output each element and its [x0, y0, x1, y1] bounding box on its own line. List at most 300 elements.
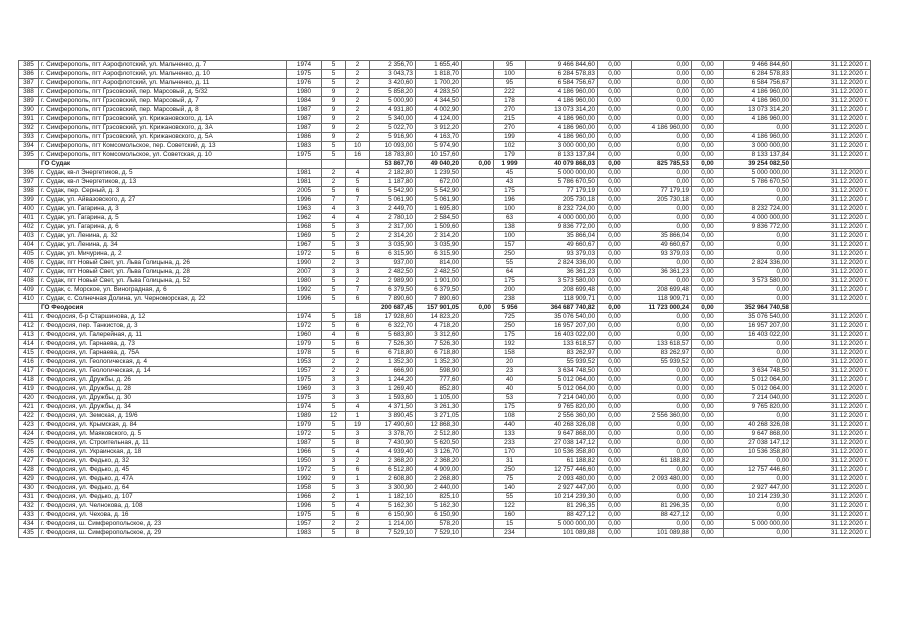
cell-v1 [462, 178, 494, 187]
cell-s4: 3 573 580,00 [724, 277, 792, 286]
cell-floors: 3 [322, 268, 346, 277]
cell-s1: 0,00 [598, 367, 632, 376]
cell-v1 [462, 457, 494, 466]
cell-entr: 3 [346, 430, 370, 439]
cell-v2: 43 [494, 178, 526, 187]
cell-a1: 7 526,30 [370, 340, 416, 349]
cell-addr: ГО Феодосия [39, 304, 287, 313]
cell-total: 3 634 748,50 [526, 367, 598, 376]
cell-floors [322, 304, 346, 313]
cell-a1: 7 430,90 [370, 439, 416, 448]
cell-year: 1984 [287, 97, 322, 106]
table-row [19, 520, 871, 529]
cell-date: 31.12.2020 г. [792, 412, 871, 421]
cell-s4: 0,00 [724, 196, 792, 205]
cell-v1 [462, 358, 494, 367]
table-row [19, 241, 871, 250]
cell-a1: 6 379,50 [370, 286, 416, 295]
cell-v1 [462, 88, 494, 97]
cell-s2: 0,00 [632, 61, 692, 70]
cell-s4: 6 584 756,67 [724, 79, 792, 88]
cell-s3: 0,00 [692, 385, 724, 394]
cell-floors: 9 [322, 133, 346, 142]
cell-v2: 55 [494, 493, 526, 502]
cell-total: 61 188,82 [526, 457, 598, 466]
cell-year: 1979 [287, 340, 322, 349]
cell-s3: 0,00 [692, 88, 724, 97]
cell-floors: 5 [322, 511, 346, 520]
cell-a2: 3 312,60 [416, 331, 462, 340]
table-row [19, 466, 871, 475]
cell-s1: 0,00 [598, 250, 632, 259]
cell-s2: 101 089,88 [632, 529, 692, 538]
cell-v1 [462, 97, 494, 106]
cell-n: 391 [19, 115, 39, 124]
cell-date: 31.12.2020 г. [792, 268, 871, 277]
cell-v1 [462, 430, 494, 439]
cell-n: 393 [19, 133, 39, 142]
cell-floors: 2 [322, 178, 346, 187]
cell-s1: 0,00 [598, 88, 632, 97]
cell-total: 36 361,23 [526, 268, 598, 277]
cell-total: 12 757 446,60 [526, 466, 598, 475]
cell-s2: 0,00 [632, 331, 692, 340]
cell-n: 420 [19, 394, 39, 403]
cell-floors: 9 [322, 124, 346, 133]
cell-s3: 0,00 [692, 466, 724, 475]
cell-year: 1992 [287, 475, 322, 484]
cell-s1: 0,00 [598, 529, 632, 538]
cell-s3: 0,00 [692, 259, 724, 268]
cell-s1: 0,00 [598, 502, 632, 511]
cell-n: 430 [19, 484, 39, 493]
cell-s3: 0,00 [692, 106, 724, 115]
cell-a1: 666,90 [370, 367, 416, 376]
cell-addr: г. Феодосия, ш. Симферопольское, д. 23 [39, 520, 287, 529]
cell-year: 1990 [287, 259, 322, 268]
cell-v2: 45 [494, 169, 526, 178]
cell-a2: 777,60 [416, 376, 462, 385]
cell-s4: 4 186 960,00 [724, 88, 792, 97]
cell-v1 [462, 394, 494, 403]
cell-date: 31.12.2020 г. [792, 214, 871, 223]
cell-addr: г. Судак, пгт Новый Свет, ул. Льва Голицына, д. 26 [39, 259, 287, 268]
cell-date: 31.12.2020 г. [792, 97, 871, 106]
cell-s3: 0,00 [692, 304, 724, 313]
cell-total: 81 296,35 [526, 502, 598, 511]
cell-v2: 250 [494, 466, 526, 475]
cell-v1 [462, 511, 494, 520]
cell-s2: 0,00 [632, 403, 692, 412]
table-row [19, 484, 871, 493]
cell-n [19, 160, 39, 169]
cell-year: 1972 [287, 322, 322, 331]
cell-date: 31.12.2020 г. [792, 322, 871, 331]
cell-date: 31.12.2020 г. [792, 196, 871, 205]
cell-year: 1957 [287, 367, 322, 376]
cell-total: 4 186 960,00 [526, 124, 598, 133]
cell-a1: 53 867,70 [370, 160, 416, 169]
cell-total: 4 186 960,00 [526, 115, 598, 124]
cell-v1 [462, 124, 494, 133]
cell-date: 31.12.2020 г. [792, 124, 871, 133]
cell-s4: 0,00 [724, 529, 792, 538]
cell-year [287, 304, 322, 313]
table-row [19, 322, 871, 331]
cell-total: 27 038 147,12 [526, 439, 598, 448]
cell-a1: 1 352,30 [370, 358, 416, 367]
cell-floors: 3 [322, 385, 346, 394]
cell-total: 9 765 820,00 [526, 403, 598, 412]
cell-addr: г. Феодосия, ул. Федько, д. 45 [39, 466, 287, 475]
cell-s3: 0,00 [692, 232, 724, 241]
cell-entr: 3 [346, 223, 370, 232]
cell-date: 31.12.2020 г. [792, 502, 871, 511]
cell-entr: 2 [346, 367, 370, 376]
cell-addr: г. Феодосия, ул. Строительная, д. 11 [39, 439, 287, 448]
cell-date: 31.12.2020 г. [792, 439, 871, 448]
cell-s1: 0,00 [598, 412, 632, 421]
cell-v2: 238 [494, 295, 526, 304]
table-row [19, 448, 871, 457]
table-row [19, 529, 871, 538]
cell-s2: 77 179,19 [632, 187, 692, 196]
cell-a1: 3 043,73 [370, 70, 416, 79]
cell-v2: 108 [494, 412, 526, 421]
cell-year: 1972 [287, 466, 322, 475]
cell-s4: 4 000 000,00 [724, 214, 792, 223]
cell-n: 394 [19, 142, 39, 151]
cell-s3: 0,00 [692, 223, 724, 232]
cell-a2: 6 379,50 [416, 286, 462, 295]
table-row [19, 457, 871, 466]
cell-total: 49 660,67 [526, 241, 598, 250]
cell-a2: 3 261,30 [416, 403, 462, 412]
cell-addr: г. Феодосия, ул. Геологическая, д. 14 [39, 367, 287, 376]
cell-s1: 0,00 [598, 232, 632, 241]
table-row [19, 115, 871, 124]
cell-s4: 0,00 [724, 250, 792, 259]
cell-s1: 0,00 [598, 457, 632, 466]
cell-year: 1983 [287, 142, 322, 151]
cell-v1 [462, 448, 494, 457]
cell-s4: 0,00 [724, 358, 792, 367]
cell-date: 31.12.2020 г. [792, 169, 871, 178]
cell-v2: 233 [494, 439, 526, 448]
cell-floors: 5 [322, 151, 346, 160]
cell-s4: 0,00 [724, 340, 792, 349]
cell-addr: г. Феодосия, ул. Челнокова, д. 108 [39, 502, 287, 511]
cell-a2: 4 124,00 [416, 115, 462, 124]
cell-total: 16 957 207,00 [526, 322, 598, 331]
cell-s2: 0,00 [632, 88, 692, 97]
cell-total: 9 836 772,00 [526, 223, 598, 232]
cell-v1 [462, 295, 494, 304]
cell-v1 [462, 115, 494, 124]
cell-s1: 0,00 [598, 475, 632, 484]
cell-addr: г. Симферополь, пгт Аэрофлотский, ул. Мальченко, д. 7 [39, 61, 287, 70]
cell-addr: г. Судак, ул. Ленина, д. 32 [39, 232, 287, 241]
cell-entr: 6 [346, 295, 370, 304]
cell-a2: 814,00 [416, 259, 462, 268]
table-row [19, 124, 871, 133]
cell-year: 1987 [287, 106, 322, 115]
cell-s4: 5 000 000,00 [724, 169, 792, 178]
cell-s1: 0,00 [598, 520, 632, 529]
cell-entr: 7 [346, 286, 370, 295]
cell-a2: 2 440,00 [416, 484, 462, 493]
table-row [19, 340, 871, 349]
cell-a2: 1 239,50 [416, 169, 462, 178]
cell-addr: г. Симферополь, пгт Аэрофлотский, ул. Мальченко, д. 11 [39, 79, 287, 88]
cell-floors: 4 [322, 331, 346, 340]
cell-date: 31.12.2020 г. [792, 448, 871, 457]
cell-s2: 0,00 [632, 133, 692, 142]
cell-total: 9 647 868,00 [526, 430, 598, 439]
group-row [19, 304, 871, 313]
cell-a1: 5 340,00 [370, 115, 416, 124]
cell-s2: 0,00 [632, 178, 692, 187]
cell-s4: 0,00 [724, 457, 792, 466]
cell-n: 419 [19, 385, 39, 394]
cell-entr: 6 [346, 466, 370, 475]
cell-a1: 3 890,45 [370, 412, 416, 421]
cell-s2: 0,00 [632, 214, 692, 223]
cell-s2: 0,00 [632, 394, 692, 403]
cell-v2: 215 [494, 115, 526, 124]
cell-a1: 2 482,50 [370, 268, 416, 277]
cell-s3: 0,00 [692, 367, 724, 376]
cell-year: 1974 [287, 61, 322, 70]
cell-v2: 133 [494, 430, 526, 439]
cell-a2: 157 901,05 [416, 304, 462, 313]
cell-v1 [462, 106, 494, 115]
cell-s1: 0,00 [598, 349, 632, 358]
cell-a2: 3 271,05 [416, 412, 462, 421]
cell-addr: ГО Судак [39, 160, 287, 169]
cell-a1: 4 931,80 [370, 106, 416, 115]
cell-floors: 9 [322, 475, 346, 484]
cell-s2: 55 939,52 [632, 358, 692, 367]
cell-total: 7 214 040,00 [526, 394, 598, 403]
cell-s3: 0,00 [692, 376, 724, 385]
cell-s3: 0,00 [692, 151, 724, 160]
cell-a1: 2 314,20 [370, 232, 416, 241]
cell-a2: 1 695,80 [416, 205, 462, 214]
cell-n: 424 [19, 430, 39, 439]
cell-s1: 0,00 [598, 61, 632, 70]
cell-entr: 3 [346, 394, 370, 403]
cell-addr: г. Феодосия, ул. Чехова, д. 16 [39, 511, 287, 520]
cell-a2: 1 509,60 [416, 223, 462, 232]
cell-floors [322, 160, 346, 169]
cell-s2: 0,00 [632, 97, 692, 106]
table-row [19, 151, 871, 160]
cell-n: 408 [19, 277, 39, 286]
cell-v1 [462, 439, 494, 448]
cell-total: 88 427,12 [526, 511, 598, 520]
cell-s1: 0,00 [598, 196, 632, 205]
cell-a2: 2 368,20 [416, 457, 462, 466]
cell-a2: 6 315,90 [416, 250, 462, 259]
table-row [19, 79, 871, 88]
cell-entr: 6 [346, 349, 370, 358]
cell-entr: 2 [346, 88, 370, 97]
cell-date: 31.12.2020 г. [792, 466, 871, 475]
cell-addr: г. Судак, пгт Новый Свет, ул. Льва Голицына, д. 52 [39, 277, 287, 286]
cell-s4: 0,00 [724, 268, 792, 277]
cell-s3: 0,00 [692, 241, 724, 250]
cell-s1: 0,00 [598, 223, 632, 232]
cell-s3: 0,00 [692, 250, 724, 259]
cell-n: 389 [19, 97, 39, 106]
cell-v2: 157 [494, 241, 526, 250]
cell-addr: г. Судак, с. Морское, ул. Виноградная, д. 6 [39, 286, 287, 295]
cell-date: 31.12.2020 г. [792, 115, 871, 124]
cell-n: 395 [19, 151, 39, 160]
cell-year: 1975 [287, 376, 322, 385]
cell-a1: 10 093,00 [370, 142, 416, 151]
cell-a2: 3 035,90 [416, 241, 462, 250]
cell-v2: 222 [494, 88, 526, 97]
cell-entr: 2 [346, 61, 370, 70]
cell-total: 2 824 336,00 [526, 259, 598, 268]
cell-v1 [462, 169, 494, 178]
cell-s2: 0,00 [632, 142, 692, 151]
cell-s2: 0,00 [632, 151, 692, 160]
cell-v1 [462, 475, 494, 484]
cell-a1: 17 928,60 [370, 313, 416, 322]
table-row [19, 439, 871, 448]
cell-v2: 20 [494, 358, 526, 367]
cell-a2: 1 655,40 [416, 61, 462, 70]
cell-v1 [462, 268, 494, 277]
cell-year: 1987 [287, 439, 322, 448]
cell-s1: 0,00 [598, 421, 632, 430]
cell-n: 429 [19, 475, 39, 484]
cell-s3: 0,00 [692, 160, 724, 169]
cell-addr: г. Феодосия, ул. Дружбы, д. 30 [39, 394, 287, 403]
cell-s1: 0,00 [598, 385, 632, 394]
cell-floors: 3 [322, 376, 346, 385]
cell-floors: 5 [322, 340, 346, 349]
cell-a1: 4 939,40 [370, 448, 416, 457]
cell-s2: 0,00 [632, 106, 692, 115]
table-row [19, 97, 871, 106]
cell-v2: 175 [494, 331, 526, 340]
cell-v2: 100 [494, 205, 526, 214]
cell-addr: г. Симферополь, пгт Грэсовский, пер. Марсовый, д. 8 [39, 106, 287, 115]
cell-s3: 0,00 [692, 97, 724, 106]
table-row [19, 367, 871, 376]
cell-s2: 0,00 [632, 277, 692, 286]
cell-a1: 5 683,80 [370, 331, 416, 340]
cell-n: 405 [19, 250, 39, 259]
cell-s4: 9 647 868,00 [724, 430, 792, 439]
table-row [19, 313, 871, 322]
cell-s3: 0,00 [692, 493, 724, 502]
cell-s4: 0,00 [724, 511, 792, 520]
cell-date: 31.12.2020 г. [792, 520, 871, 529]
cell-v1 [462, 466, 494, 475]
table-row [19, 223, 871, 232]
cell-date: 31.12.2020 г. [792, 421, 871, 430]
cell-s2: 2 093 480,00 [632, 475, 692, 484]
cell-s4: 35 076 540,00 [724, 313, 792, 322]
cell-a2: 10 157,60 [416, 151, 462, 160]
cell-s1: 0,00 [598, 430, 632, 439]
cell-s3: 0,00 [692, 115, 724, 124]
cell-n: 414 [19, 340, 39, 349]
table-row [19, 268, 871, 277]
cell-n: 399 [19, 196, 39, 205]
cell-addr: г. Симферополь, пгт Аэрофлотский, ул. Мальченко, д. 10 [39, 70, 287, 79]
table-row [19, 232, 871, 241]
cell-v2: 196 [494, 196, 526, 205]
cell-s1: 0,00 [598, 142, 632, 151]
cell-total: 205 730,18 [526, 196, 598, 205]
table-row [19, 169, 871, 178]
cell-a2: 2 584,50 [416, 214, 462, 223]
cell-entr: 3 [346, 241, 370, 250]
cell-entr: 8 [346, 439, 370, 448]
cell-a1: 5 916,90 [370, 133, 416, 142]
cell-s4: 16 957 207,00 [724, 322, 792, 331]
cell-a2: 7 890,60 [416, 295, 462, 304]
cell-total: 35 076 540,00 [526, 313, 598, 322]
cell-entr: 2 [346, 124, 370, 133]
cell-v2: 440 [494, 421, 526, 430]
cell-s2: 0,00 [632, 430, 692, 439]
cell-total: 8 133 137,84 [526, 151, 598, 160]
cell-v2: 234 [494, 529, 526, 538]
cell-date: 31.12.2020 г. [792, 250, 871, 259]
cell-year: 1966 [287, 448, 322, 457]
cell-s2: 0,00 [632, 421, 692, 430]
cell-a2: 4 718,20 [416, 322, 462, 331]
cell-year: 1957 [287, 520, 322, 529]
cell-s1: 0,00 [598, 259, 632, 268]
cell-year: 2007 [287, 268, 322, 277]
cell-addr: г. Симферополь, пгт Грэсовский, ул. Крижановского, д. 1А [39, 115, 287, 124]
cell-s3: 0,00 [692, 511, 724, 520]
cell-entr: 2 [346, 277, 370, 286]
table-row [19, 394, 871, 403]
cell-floors: 2 [322, 169, 346, 178]
cell-v1 [462, 529, 494, 538]
cell-v2: 192 [494, 340, 526, 349]
cell-s2: 208 699,48 [632, 286, 692, 295]
cell-date: 31.12.2020 г. [792, 385, 871, 394]
cell-n: 387 [19, 79, 39, 88]
cell-v2: 55 [494, 259, 526, 268]
cell-v1 [462, 412, 494, 421]
cell-n: 431 [19, 493, 39, 502]
cell-s4: 0,00 [724, 502, 792, 511]
table-row [19, 502, 871, 511]
cell-a2: 6 718,80 [416, 349, 462, 358]
cell-date: 31.12.2020 г. [792, 277, 871, 286]
cell-floors: 5 [322, 313, 346, 322]
cell-v1 [462, 286, 494, 295]
cell-entr: 10 [346, 142, 370, 151]
cell-a2: 1 818,70 [416, 70, 462, 79]
cell-floors: 5 [322, 250, 346, 259]
cell-n: 385 [19, 61, 39, 70]
cell-s4: 2 824 336,00 [724, 259, 792, 268]
cell-a1: 5 022,70 [370, 124, 416, 133]
cell-addr: г. Феодосия, ул. Крымская, д. 84 [39, 421, 287, 430]
